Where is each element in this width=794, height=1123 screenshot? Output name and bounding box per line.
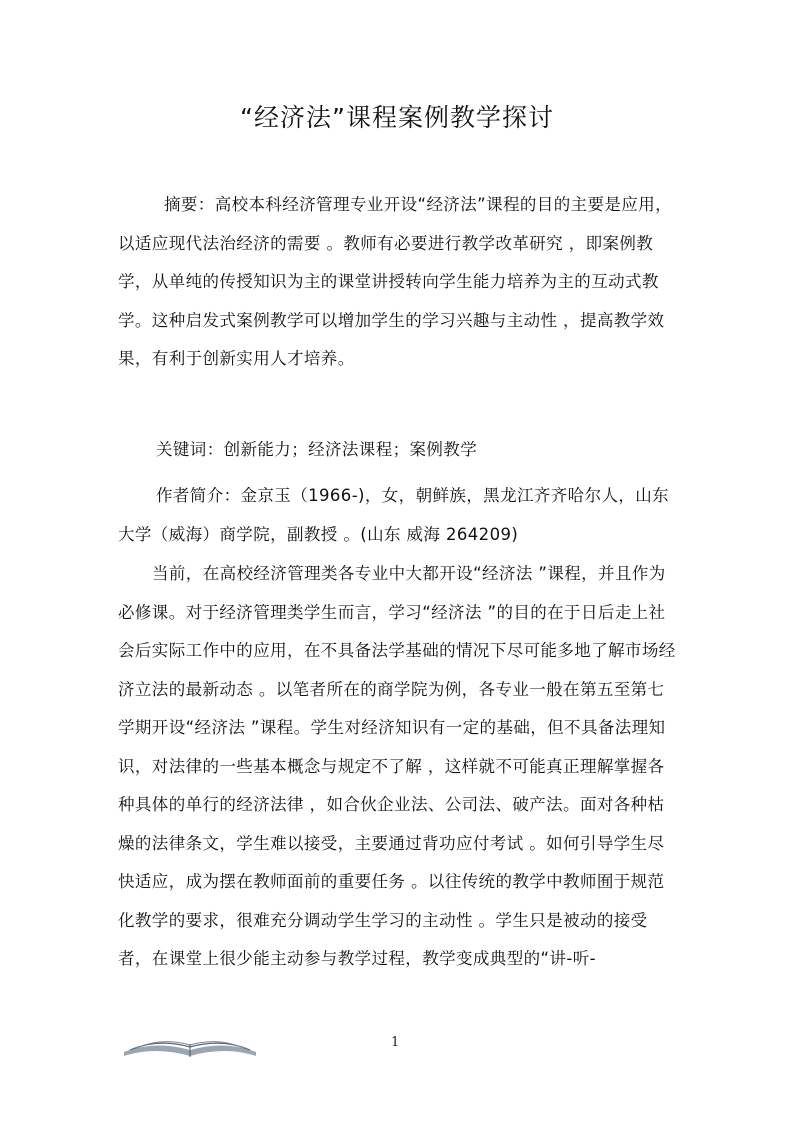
book-logo-icon	[120, 1030, 260, 1060]
body-paragraph: 当前，在高校经济管理类各专业中大都开设“经济法 ”课程，并且作为必修课。对于经济管理类学生而言，学习“经济法 ”的目的在于日后走上社会后实际工作中的应用，在不具备法学基础的情况下尽可能多地了解市场经济立法的最新动态 。以笔者所在的商学院为例，各专业一般在第五至第七学期开设“经济法 ”课程。学生对经济知识有一定的基础，但不具备法理知识，对法律的一些基本概念与规定不了解 ，这样就不可能真正理解掌握各种具体的单行的经济法律 ，如合伙企业法、公司法、破产法。面对各种枯燥的法律条文，学生难以接受，主要通过背功应付考试 。如何引导学生尽快适应，成为摆在教师面前的重要任务 。以往传统的教学中教师囿于规范化教学的要求，很难充分调动学生学习的主动性 。学生只是被动的接受者，在课堂上很少能主动参与教学过程，教学变成典型的“讲-听-	[118, 564, 676, 968]
page-number: 1	[391, 1035, 400, 1050]
keywords-paragraph: 关键词：创新能力；经济法课程；案例教学	[156, 440, 478, 459]
author-intro-paragraph: 作者简介：金京玉（1966-)，女，朝鲜族，黑龙江齐齐哈尔人，山东大学（威海）商学院，副教授 。(山东 威海 264209)	[118, 486, 670, 544]
abstract-paragraph: 摘要：高校本科经济管理专业开设“经济法”课程的目的主要是应用，以适应现代法治经济的需要 。教师有必要进行教学改革研究 ，即案例教学，从单纯的传授知识为主的课堂讲授转向学生能力培养为主的互动式教学。这种启发式案例教学可以增加学生的学习兴趣与主动性 ，提高教学效果，有利于创新实用人才培养。	[118, 195, 672, 368]
document-title: “经济法”课程案例教学探讨	[240, 103, 554, 132]
